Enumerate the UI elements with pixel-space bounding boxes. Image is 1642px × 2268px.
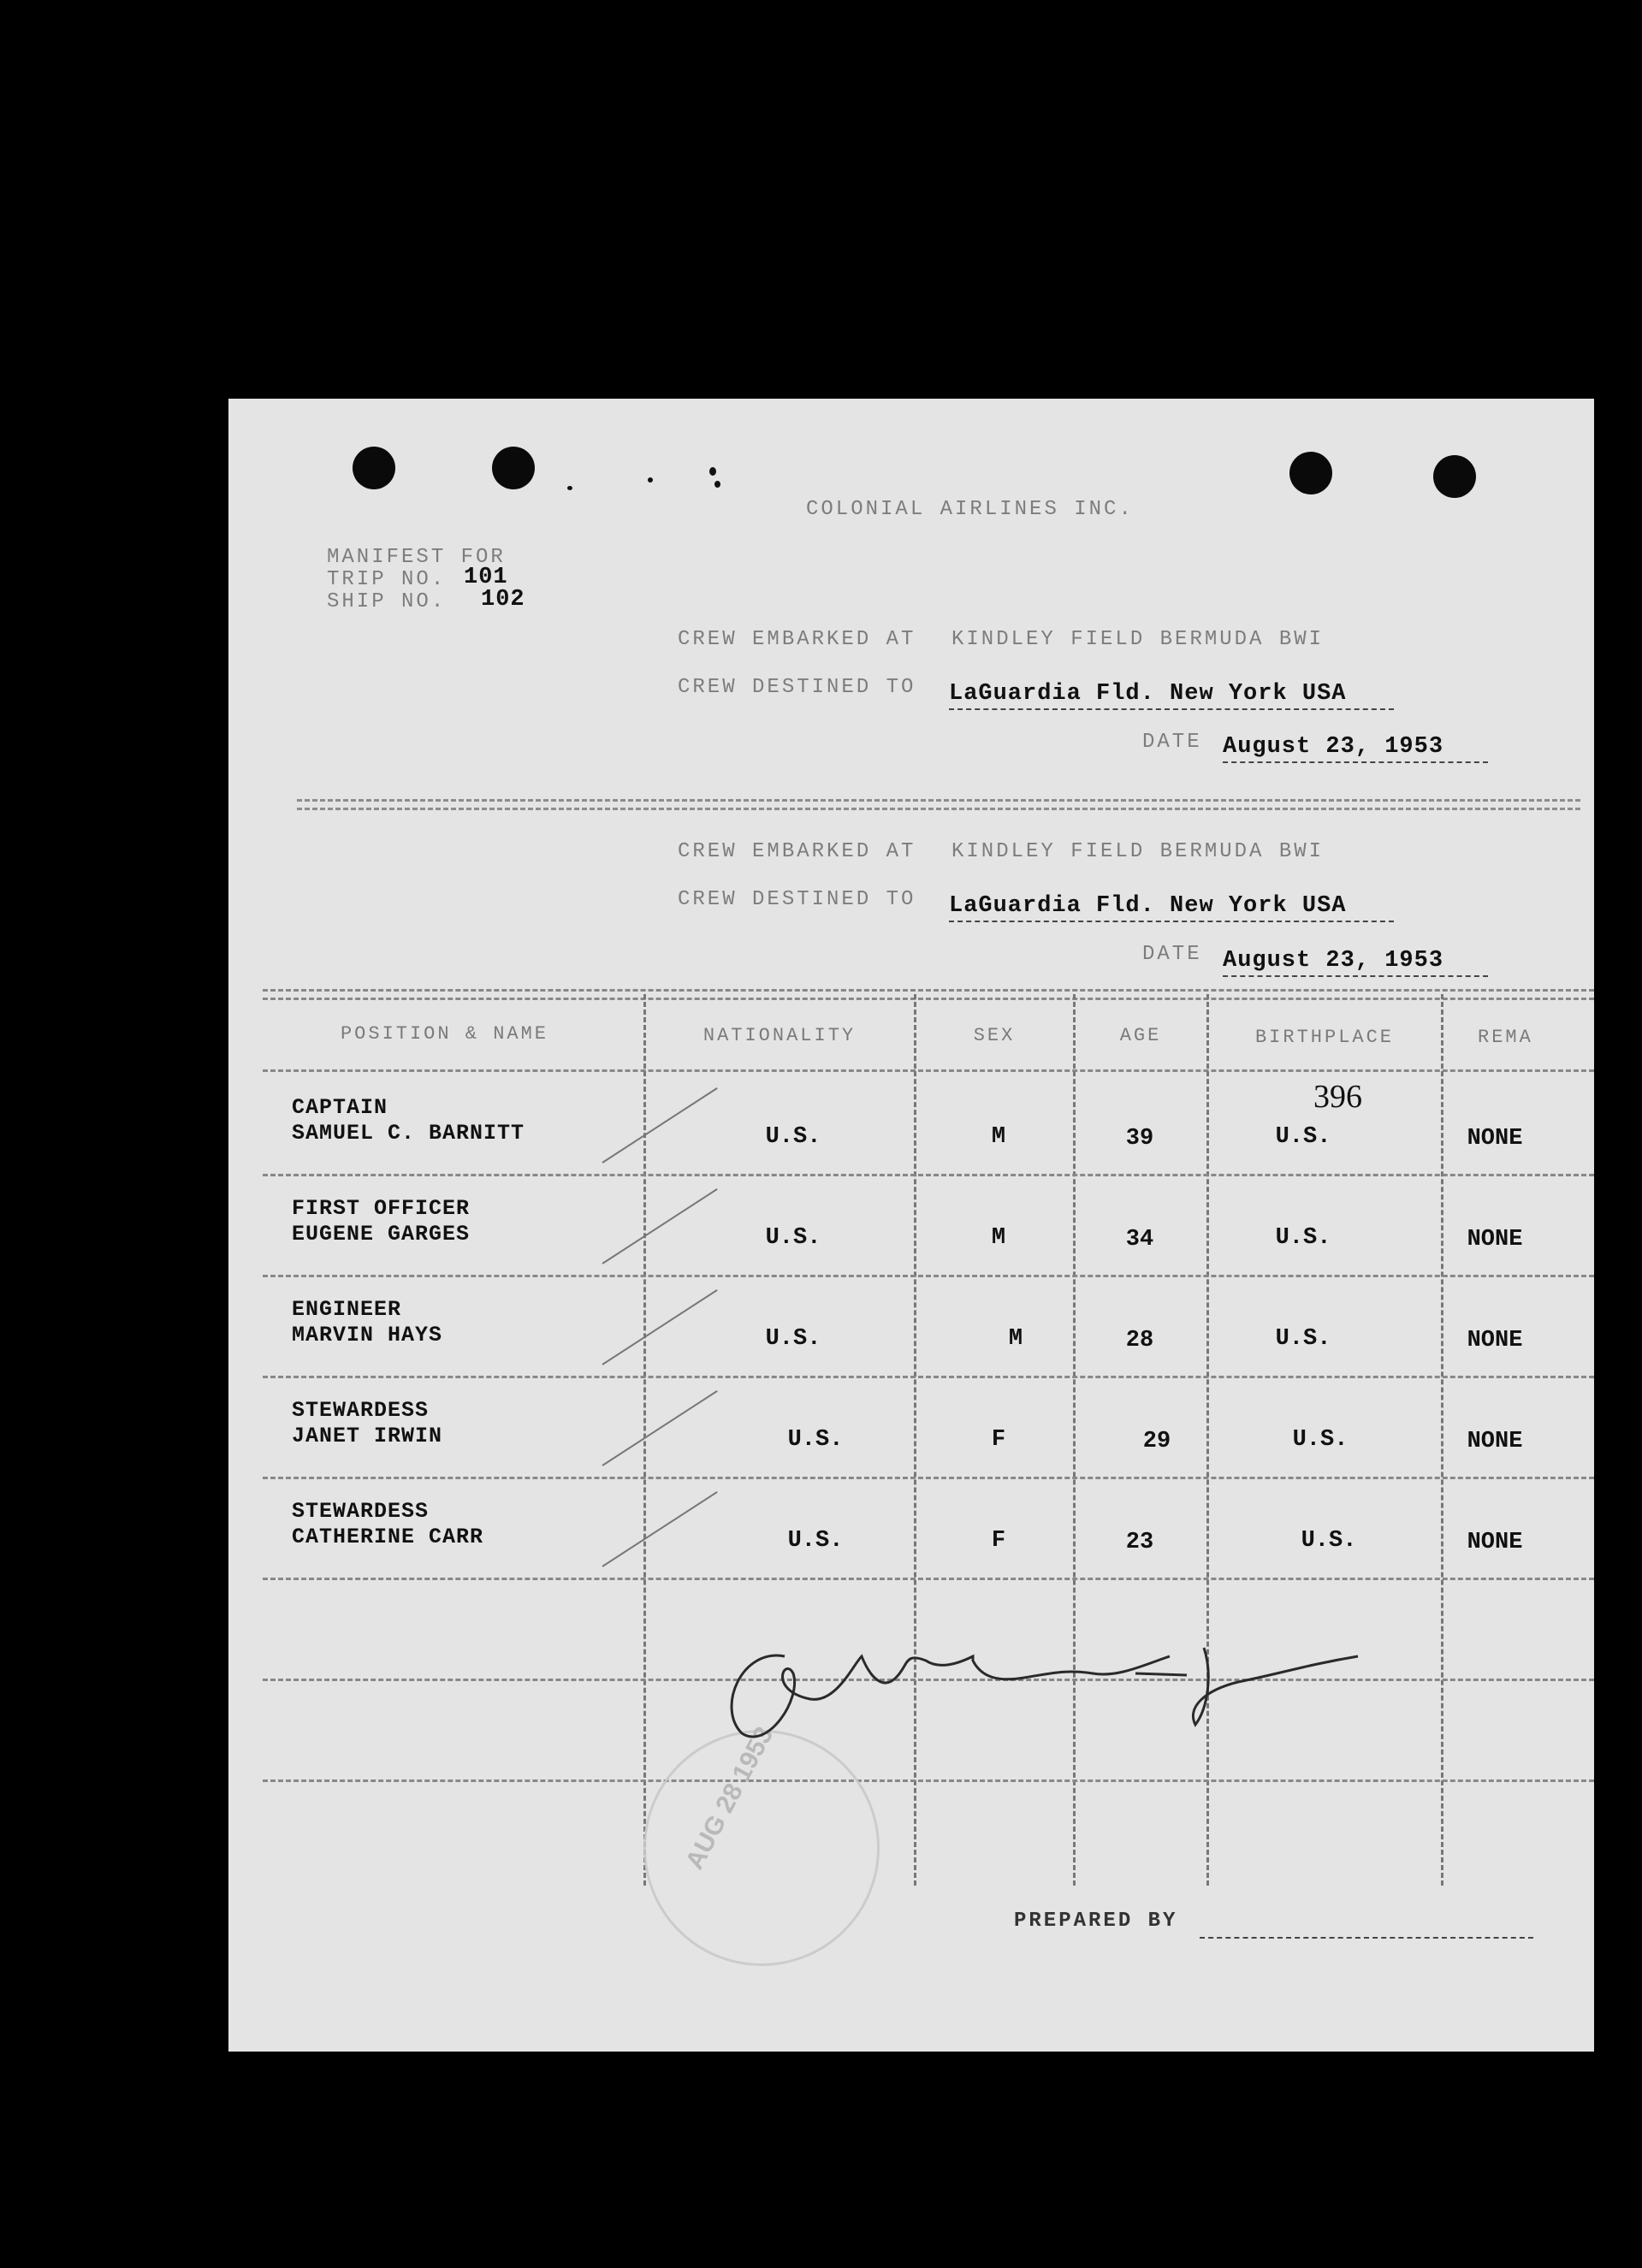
table-header-rule <box>263 1069 1594 1072</box>
date-label: DATE <box>1142 731 1202 754</box>
column-header-remarks: REMA <box>1478 1027 1533 1048</box>
remarks-cell: NONE <box>1467 1227 1523 1252</box>
speck <box>648 477 653 483</box>
remarks-cell: NONE <box>1467 1429 1523 1454</box>
date-underline <box>1223 975 1488 977</box>
ship-number: 102 <box>481 587 525 613</box>
crew-name: JANET IRWIN <box>292 1424 443 1448</box>
date-value: August 23, 1953 <box>1223 734 1444 760</box>
crew-embarked-value: KINDLEY FIELD BERMUDA BWI <box>951 840 1325 863</box>
date-label: DATE <box>1142 943 1202 966</box>
row-divider <box>263 1578 1594 1580</box>
company-title: COLONIAL AIRLINES INC. <box>806 498 1134 521</box>
row-divider <box>263 1477 1594 1479</box>
crew-embarked-value: KINDLEY FIELD BERMUDA BWI <box>951 628 1325 651</box>
column-header-birthplace: BIRTHPLACE <box>1254 1027 1395 1048</box>
remarks-cell: NONE <box>1467 1126 1523 1152</box>
column-header-sex: SEX <box>973 1025 1016 1046</box>
remarks-cell: NONE <box>1467 1328 1523 1353</box>
birthplace-cell: U.S. <box>1275 1124 1331 1150</box>
section-divider <box>297 799 1580 802</box>
manifest-page <box>228 399 1594 2052</box>
age-cell: 23 <box>1125 1530 1154 1555</box>
destined-underline <box>949 708 1394 710</box>
date-underline <box>1223 761 1488 763</box>
destined-underline <box>949 921 1394 922</box>
birthplace-cell: U.S. <box>1292 1427 1349 1453</box>
age-cell: 39 <box>1125 1126 1154 1152</box>
binder-hole-1 <box>353 447 395 489</box>
check-mark <box>602 1491 717 1567</box>
nationality-cell: U.S. <box>765 1124 821 1150</box>
page-number: 396 <box>1313 1079 1362 1115</box>
crew-name: EUGENE GARGES <box>292 1222 471 1247</box>
age-cell: 29 <box>1142 1429 1171 1454</box>
crew-destined-label: CREW DESTINED TO <box>678 676 916 699</box>
sex-cell: F <box>991 1528 1006 1554</box>
speck <box>709 467 716 476</box>
row-divider <box>263 1275 1594 1277</box>
crew-destined-value: LaGuardia Fld. New York USA <box>949 893 1347 919</box>
trip-label: TRIP NO. <box>327 568 447 591</box>
column-header-nationality: NATIONALITY <box>702 1025 857 1046</box>
crew-name: MARVIN HAYS <box>292 1323 443 1347</box>
remarks-cell: NONE <box>1467 1530 1523 1555</box>
binder-hole-4 <box>1433 455 1476 498</box>
manifest-for-label: MANIFEST FOR <box>327 546 506 569</box>
check-mark <box>602 1390 717 1466</box>
age-cell: 28 <box>1125 1328 1154 1353</box>
crew-position: STEWARDESS <box>292 1398 430 1423</box>
signature <box>691 1596 1426 1785</box>
stamp-text: AUG 28 1953 <box>680 1722 780 1874</box>
birthplace-cell: U.S. <box>1275 1326 1331 1352</box>
binder-hole-2 <box>492 447 535 489</box>
column-divider <box>1441 994 1443 1886</box>
sex-cell: F <box>991 1427 1006 1453</box>
row-divider <box>263 1376 1594 1378</box>
column-header-position-name: POSITION & NAME <box>340 1023 549 1045</box>
trip-number: 101 <box>464 565 508 590</box>
row-divider <box>263 1174 1594 1176</box>
speck <box>567 486 572 490</box>
sex-cell: M <box>991 1225 1006 1251</box>
column-divider <box>643 994 646 1886</box>
crew-position: ENGINEER <box>292 1297 402 1322</box>
date-value: August 23, 1953 <box>1223 948 1444 974</box>
nationality-cell: U.S. <box>765 1326 821 1352</box>
check-mark <box>602 1289 717 1365</box>
sex-cell: M <box>991 1124 1006 1150</box>
birthplace-cell: U.S. <box>1301 1528 1357 1554</box>
table-top-rule <box>263 989 1594 992</box>
ship-label: SHIP NO. <box>327 590 447 613</box>
crew-name: SAMUEL C. BARNITT <box>292 1121 525 1146</box>
prepared-by-line <box>1200 1937 1533 1939</box>
crew-name: CATHERINE CARR <box>292 1525 484 1549</box>
check-mark <box>602 1087 717 1164</box>
birthplace-cell: U.S. <box>1275 1225 1331 1251</box>
sex-cell: M <box>1008 1326 1023 1352</box>
crew-destined-value: LaGuardia Fld. New York USA <box>949 681 1347 707</box>
crew-embarked-label: CREW EMBARKED AT <box>678 628 916 651</box>
age-cell: 34 <box>1125 1227 1154 1252</box>
nationality-cell: U.S. <box>787 1427 844 1453</box>
binder-hole-3 <box>1289 452 1332 494</box>
crew-position: FIRST OFFICER <box>292 1196 471 1221</box>
crew-embarked-label: CREW EMBARKED AT <box>678 840 916 863</box>
nationality-cell: U.S. <box>765 1225 821 1251</box>
crew-position: STEWARDESS <box>292 1499 430 1524</box>
crew-position: CAPTAIN <box>292 1095 388 1120</box>
section-divider <box>297 808 1580 810</box>
nationality-cell: U.S. <box>787 1528 844 1554</box>
speck <box>714 481 720 488</box>
table-top-rule <box>263 998 1594 1000</box>
column-header-age: AGE <box>1119 1025 1162 1046</box>
crew-destined-label: CREW DESTINED TO <box>678 888 916 911</box>
check-mark <box>602 1188 717 1264</box>
prepared-by-label: PREPARED BY <box>1014 1910 1178 1933</box>
